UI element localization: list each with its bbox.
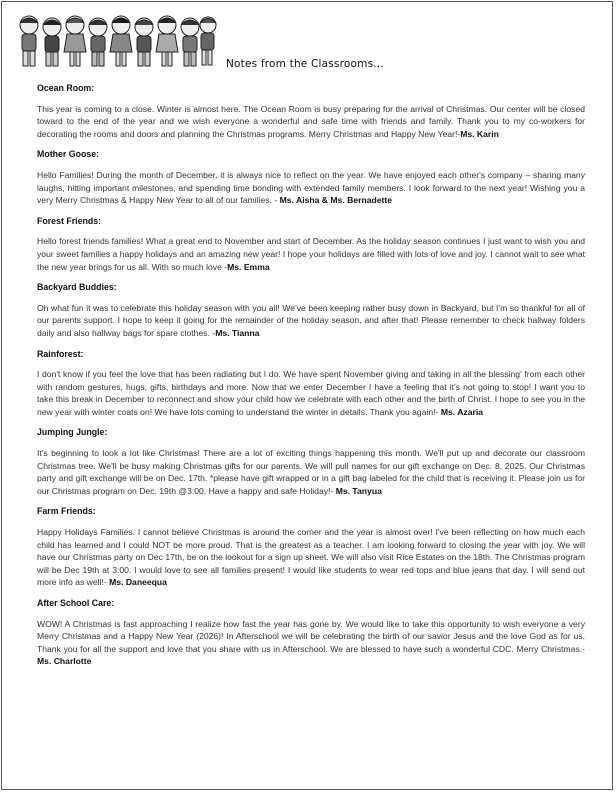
section-heading: Rainforest: <box>37 348 84 359</box>
newsletter-page <box>1 1 613 790</box>
teacher-signature: Ms. Azaria <box>440 406 484 417</box>
teacher-signature: Ms. Aisha & Ms. Bernadette <box>279 195 393 206</box>
teacher-signature: Ms. Tianna <box>215 327 260 338</box>
section-ocean-room <box>37 82 585 140</box>
section-heading: After School Care: <box>37 598 115 608</box>
teacher-signature: Ms. Daneequa <box>109 577 167 588</box>
section-body: It's beginning to look a lot like Christmas! There are a lot of exciting things happening this month. We'll put up and decorate our classroom Christmas tree. We'll be busy making Christmas gifts for our parents. We will pull names for our gift exchange on Dec. 8, 2025. Our Christmas party and gift exchange will be on Dec. 17th. *please have gift wrapped or in a gift bag labeled for the child that is receiving it. Please join us for our Christmas program on Dec. 19th @3:00. Have a happy and safe Holiday!- Ms. Tanyua <box>37 448 585 496</box>
section-farm-friends <box>37 505 585 589</box>
section-heading: Backyard Buddies: <box>37 282 117 293</box>
section-heading: Farm Friends: <box>37 506 96 517</box>
page-header <box>12 12 612 72</box>
section-body: This year is coming to a close. Winter is almost here. The Ocean Room is busy preparing for the arrival of Christmas. Our center will be closed toward to the end of the year and we wish everyone a wonderful and safe time with friends and family. Thank you to my co-workers for decorating the rooms and doors and planning the Christmas programs. Merry Christmas and Happy New Year!-Ms. Karin <box>37 103 585 139</box>
teacher-signature: Ms. Tanyua <box>335 485 382 496</box>
section-body: Hello forest friends families! What a great end to November and start of December. As the holiday season continues I just want to wish you and your sweet families a happy holidays and an amazing new year! I hope your holidays are filled with lots of love and joy. I cannot wait to see what the new year brings for us all. With so much love -Ms. Emma <box>37 236 585 272</box>
section-heading: Mother Goose: <box>37 149 100 160</box>
children-holding-hands-clipart <box>14 14 219 70</box>
section-mother-goose <box>37 148 585 206</box>
page-title: Notes from the Classrooms... <box>226 58 384 70</box>
section-heading: Ocean Room: <box>37 83 95 93</box>
section-heading: Jumping Jungle: <box>37 427 108 438</box>
teacher-signature: Ms. Charlotte <box>37 656 92 667</box>
teacher-signature: Ms. Emma <box>227 261 270 272</box>
section-heading: Forest Friends: <box>37 215 102 226</box>
classroom-notes <box>37 82 585 676</box>
teacher-signature: Ms. Karin <box>460 128 499 139</box>
section-jumping-jungle <box>37 426 585 497</box>
section-after-school-care <box>37 597 585 668</box>
section-body: Happy Holidays Families. I cannot believe Christmas is around the corner and the year is almost over! I've been reflecting on how much each child has learned and I could NOT be more proud. That is the greatest as a teacher. I am looking forward to closing the year with joy. We will have our Christmas party on Dec 17th, be on the lookout for a sign up sheet. We will also visit Rice Estates on the 18th. The Christmas program will be Dec 19th at 3:00. I would love to see all families present! I would like students to wear red tops and blue jeans that day. I will send out more info as well!- Ms. Daneequa <box>37 527 585 588</box>
section-backyard-buddies <box>37 281 585 339</box>
section-body: Oh what fun it was to celebrate this holiday season with you all! We've been keeping rather busy down in Backyard, but I'm so thankful for all of our parents support. I hope to keep it going for the remainder of the holiday season, and after that! Please remember to check hallway folders daily and also hallway bags for spare clothes. -Ms. Tianna <box>37 302 585 338</box>
section-body: WOW! A Christmas is fast approaching I realize how fast the year has gone by. We would like to take this opportunity to wish everyone a very Merry Christmas and a Happy New Year (2026)! In Afterschool we will be celebrating the birth of our savior Jesus and the love God as for us. Thank you for all the support and love that you share with us in Afterschool. We are blessed to have such a wonderful CDC. Merry Christmas.-Ms. Charlotte <box>37 618 585 667</box>
section-forest-friends <box>37 215 585 273</box>
section-rainforest <box>37 348 585 419</box>
section-body: I don't know if you feel the love that has been radiating but I do. We have spent November giving and taking in all the blessing' from each other with random gestures, hugs, gifts, birthdays and more. Now that we enter December I have a feeling that it's not going to stop! I want you to take this break in December to reconnect and show your child how we celebrate with each other and the birth of Christ. I hope to see you in the new year with winter coats on! We have lots coming to understand the winter in details. Thank you again!- Ms. Azaria <box>37 369 585 417</box>
section-body: Hello Families! During the month of December, it is always nice to reflect on the year. We have enjoyed each other's company – sharing many laughs, hitting important milestones, and spending time bonding with extended family members. I look forward to the next year! Wishing you a very Merry Christmas & Happy New Year to all of our families. - Ms. Aisha & Ms. Bernadette <box>37 169 585 206</box>
